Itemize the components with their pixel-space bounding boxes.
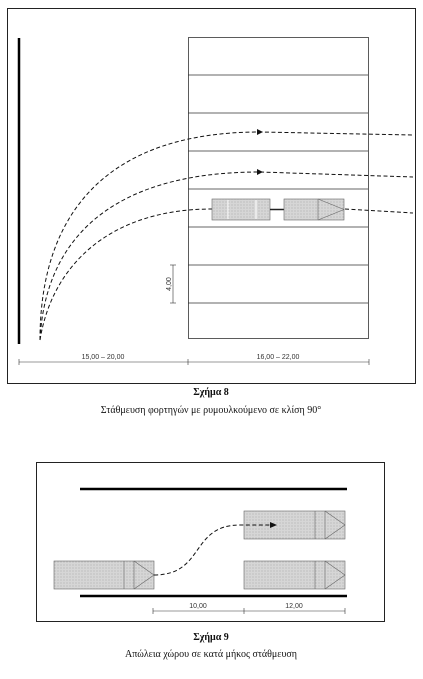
dim-left-label: 15,00 – 20,00 — [81, 354, 125, 361]
bay-width-label: 4,00 — [166, 277, 173, 291]
figure-9-frame — [37, 463, 385, 622]
truck-icon-lower-right — [244, 561, 345, 589]
path-curve-3 — [40, 209, 212, 340]
figure-8-caption: Στάθμευση φορτηγών με ρυμουλκούμενο σε κλίση 90° — [100, 405, 322, 416]
figure-9-dimension — [153, 608, 345, 614]
bottom-dimension — [19, 359, 369, 365]
path-curve-1 — [40, 132, 413, 340]
figure-8 — [8, 9, 416, 384]
truck-icon-left — [54, 561, 154, 589]
fig9-dim-left-label: 10,00 — [189, 603, 207, 610]
figure-9 — [37, 463, 385, 622]
tractor — [284, 199, 344, 220]
figure-9-caption: Απώλεια χώρου σε κατά μήκος στάθμευση — [124, 649, 298, 660]
direction-arrow-2 — [257, 169, 263, 175]
dim-right-label: 16,00 – 22,00 — [256, 354, 300, 361]
figure-8-frame — [8, 9, 416, 384]
trailer — [212, 199, 270, 220]
path-curve-2 — [40, 172, 413, 340]
figure-9-title: Σχήμα 9 — [193, 632, 229, 643]
truck-trailer-icon — [212, 199, 344, 220]
direction-arrow-1 — [257, 129, 263, 135]
figure-8-title: Σχήμα 8 — [193, 387, 229, 398]
swept-paths — [40, 132, 413, 340]
path-curve-3-tail — [345, 209, 413, 213]
parking-grid — [188, 38, 369, 339]
fig9-dim-right-label: 12,00 — [285, 603, 303, 610]
